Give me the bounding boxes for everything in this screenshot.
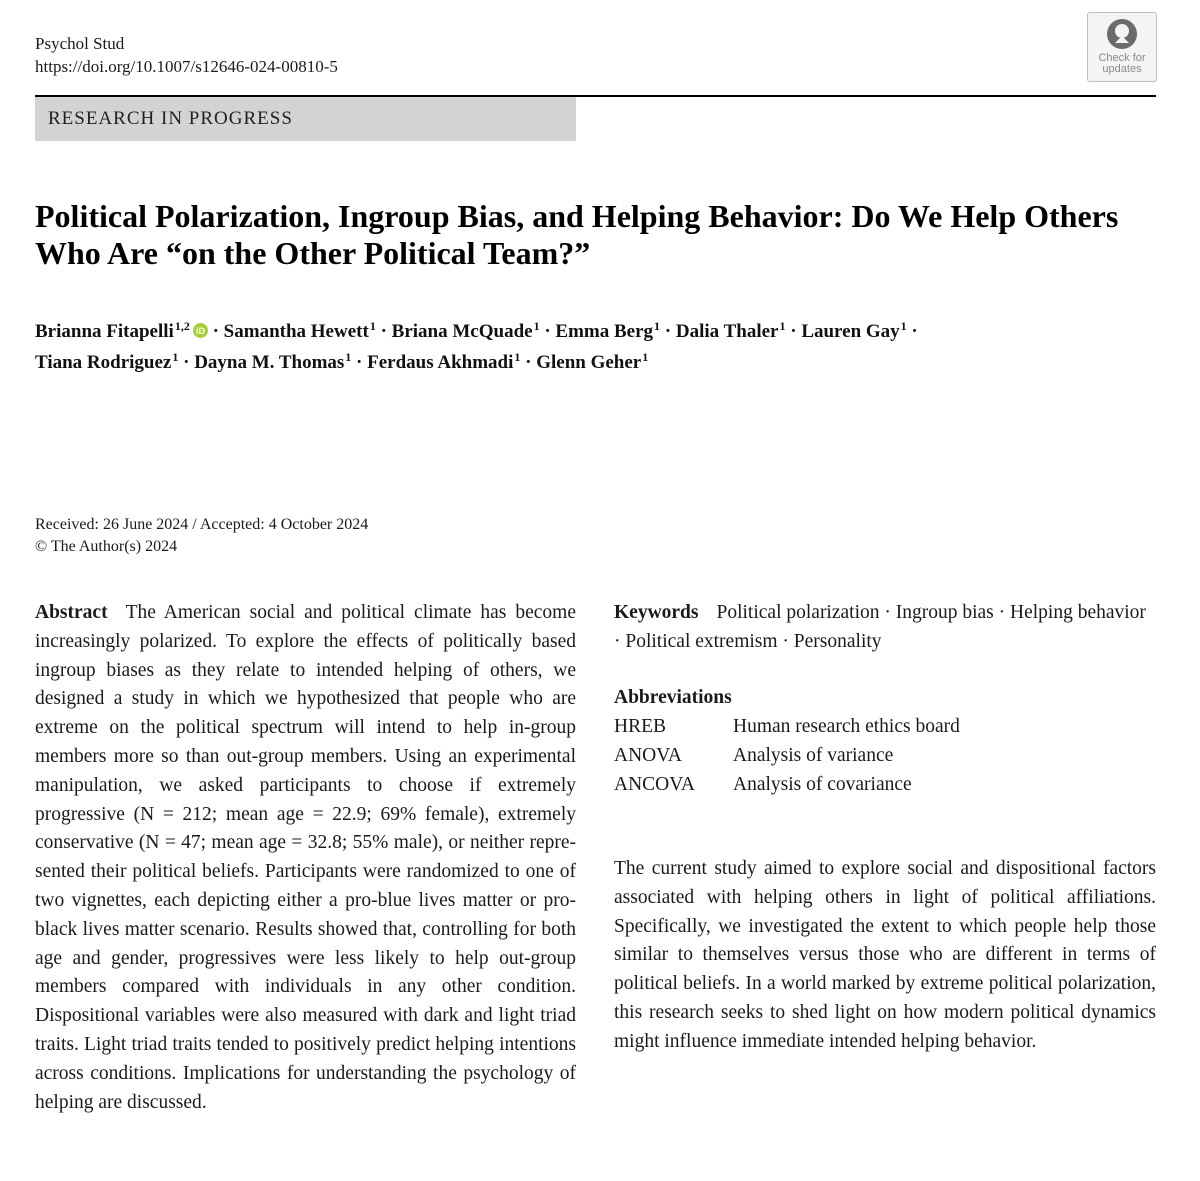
received-accepted-dates: Received: 26 June 2024 / Accepted: 4 October 2024 bbox=[35, 516, 369, 533]
author-affiliation: 1 bbox=[642, 350, 649, 364]
author-affiliation: 1,2 bbox=[174, 319, 190, 333]
keywords-heading: Keywords bbox=[614, 602, 699, 623]
author-name[interactable]: Samantha Hewett bbox=[223, 321, 369, 342]
author-separator: · bbox=[520, 352, 537, 373]
author-entry bbox=[801, 321, 906, 342]
author-separator: · bbox=[207, 321, 224, 342]
keywords-section bbox=[614, 599, 1156, 657]
keywords-text: Political polarization · Ingroup bias · Helping behavior · Political extremism · Personality bbox=[614, 602, 1146, 652]
abbreviation-row bbox=[614, 771, 960, 800]
crossmark-icon bbox=[1105, 17, 1139, 51]
article-title: Political Polarization, Ingroup Bias, and Helping Behavior: Do We Help Others Who Are “on the Other Political Team?” bbox=[35, 198, 1119, 271]
abbreviation-code: ANCOVA bbox=[614, 773, 695, 795]
author-separator: · bbox=[375, 321, 392, 342]
abbreviation-row bbox=[614, 742, 960, 771]
author-name[interactable]: Lauren Gay bbox=[801, 321, 900, 342]
copyright-notice: © The Author(s) 2024 bbox=[35, 538, 178, 555]
abbreviation-meaning: Human research ethics board bbox=[733, 716, 960, 737]
check-for-updates-line2: updates bbox=[1102, 63, 1142, 75]
author-name[interactable]: Brianna Fitapelli bbox=[35, 321, 174, 342]
article-category: RESEARCH IN PROGRESS bbox=[35, 97, 576, 141]
author-name[interactable]: Emma Berg bbox=[555, 321, 654, 342]
svg-text:iD: iD bbox=[195, 326, 205, 336]
author-entry bbox=[555, 321, 660, 342]
author-name[interactable]: Glenn Geher bbox=[536, 352, 642, 373]
author-affiliation: 1 bbox=[533, 319, 540, 333]
check-for-updates-badge[interactable] bbox=[1087, 12, 1157, 82]
author-name[interactable]: Dalia Thaler bbox=[675, 321, 779, 342]
author-separator: · bbox=[785, 321, 802, 342]
abstract-heading: Abstract bbox=[35, 602, 108, 623]
author-name[interactable]: Briana McQuade bbox=[391, 321, 533, 342]
author-name[interactable]: Tiana Rodriguez bbox=[35, 352, 172, 373]
author-affiliation: 1 bbox=[172, 350, 179, 364]
author-entry bbox=[536, 352, 648, 373]
author-name[interactable]: Dayna M. Thomas bbox=[194, 352, 345, 373]
orcid-icon[interactable] bbox=[193, 323, 208, 338]
author-separator: · bbox=[660, 321, 676, 342]
abbreviation-meaning: Analysis of covariance bbox=[733, 773, 912, 795]
check-for-updates-line1: Check for bbox=[1098, 52, 1146, 64]
author-separator: · bbox=[906, 321, 918, 342]
author-entry bbox=[35, 321, 208, 342]
author-list bbox=[35, 316, 1155, 378]
author-name[interactable]: Ferdaus Akhmadi bbox=[367, 352, 514, 373]
abbreviation-row bbox=[614, 713, 960, 742]
abbreviation-code: ANOVA bbox=[614, 744, 682, 766]
abstract-section bbox=[35, 599, 576, 1117]
doi-link[interactable]: https://doi.org/10.1007/s12646-024-00810-5 bbox=[35, 57, 338, 76]
author-entry bbox=[224, 321, 376, 342]
author-entry bbox=[35, 352, 178, 373]
abstract-text: The American social and political climate has become increasingly polarized. To explore the effects of politically based ingroup biases as they relate to intended helping of others, we designed a study in which we hypothesized that people who are extreme on the political spectrum will intend to help in-group members more so than out-group members. Using an experimental manipulation, we asked participants to choose if extremely progressive (N = 212; mean age = 22.9; 69% female), extremely conservative (N = 47; mean age = 32.8; 55% male), or neither represented their political beliefs. Participants were randomized to one of two vignettes, each depicting either a pro-blue lives matter or pro-black lives matter scenario. Results showed that, controlling for both age and gender, progressives were less likely to help out-group members compared with individuals in any other condition. Dispositional variables were also measured with dark and light triad traits. Light triad traits tended to positively predict helping intentions across conditions. Implications for understanding the psychology of helping are discussed. bbox=[35, 602, 576, 1113]
author-entry bbox=[676, 321, 786, 342]
abbreviation-code: HREB bbox=[614, 716, 667, 737]
author-affiliation: 1 bbox=[514, 350, 521, 364]
author-entry bbox=[392, 321, 540, 342]
abbreviations-list bbox=[614, 713, 960, 799]
author-affiliation: 1 bbox=[369, 319, 376, 333]
author-separator: · bbox=[351, 352, 368, 373]
introduction-paragraph: The current study aimed to explore social and dispositional factors associated with helping others in light of political affiliations. Specifically, we investigated the extent to which people help those similar to themselves versus those who are different in terms of political beliefs. In a world marked by extreme political polarization, this research seeks to shed light on how modern political dynamics might influence immediate intended helping behavior. bbox=[614, 858, 1156, 1052]
author-affiliation: 1 bbox=[779, 319, 786, 333]
author-separator: · bbox=[539, 321, 556, 342]
author-affiliation: 1 bbox=[345, 350, 352, 364]
author-entry bbox=[367, 352, 520, 373]
check-for-updates-label bbox=[1088, 53, 1156, 75]
author-entry bbox=[194, 352, 351, 373]
abbreviation-meaning: Analysis of variance bbox=[733, 744, 894, 766]
author-affiliation: 1 bbox=[654, 319, 661, 333]
journal-name: Psychol Stud bbox=[35, 34, 125, 53]
author-separator: · bbox=[178, 352, 195, 373]
abbreviations-heading: Abbreviations bbox=[614, 687, 732, 708]
author-affiliation: 1 bbox=[900, 319, 907, 333]
